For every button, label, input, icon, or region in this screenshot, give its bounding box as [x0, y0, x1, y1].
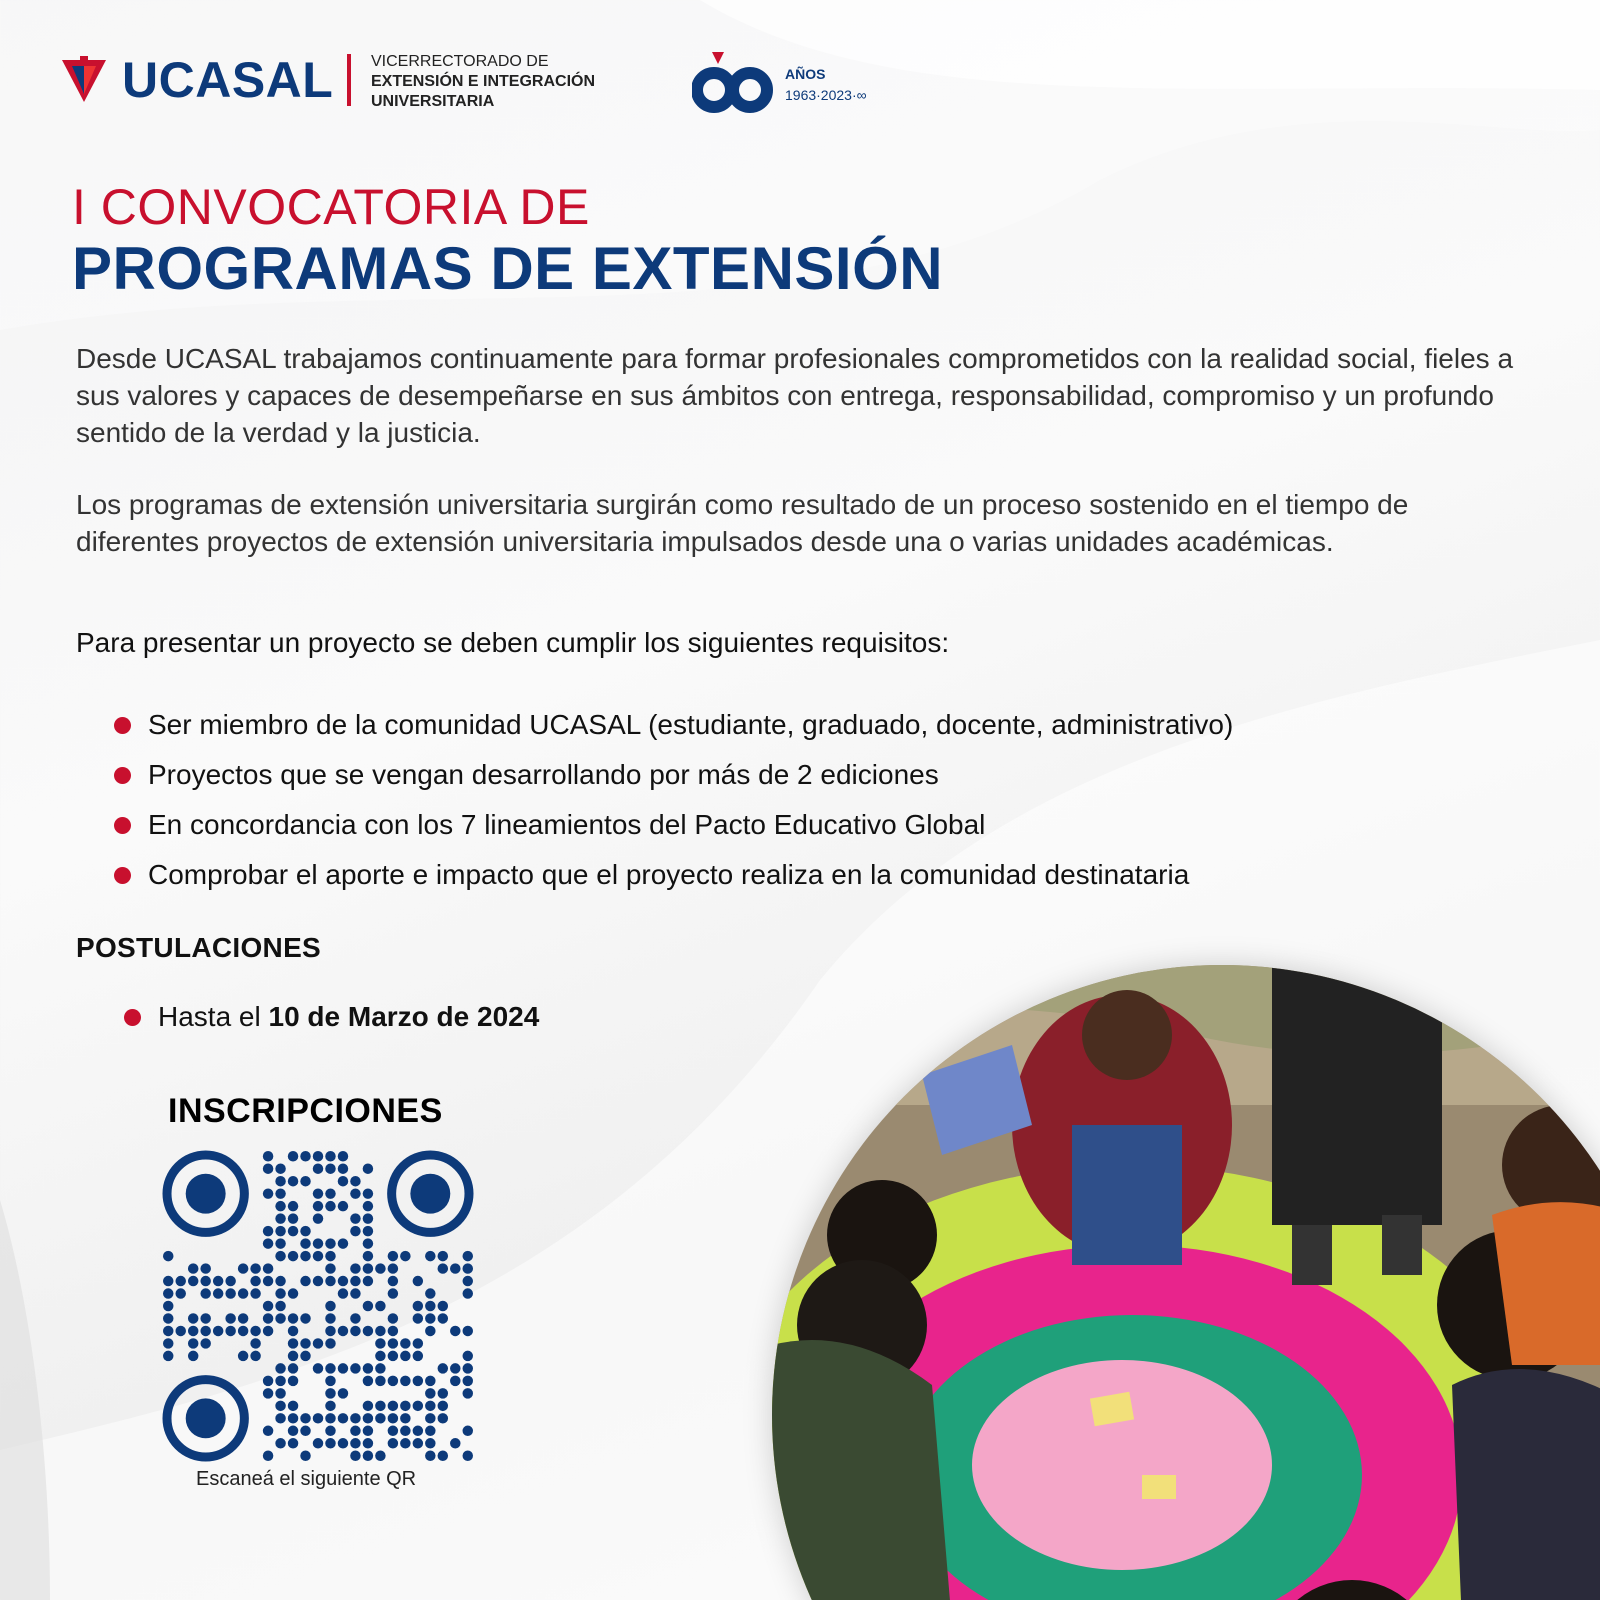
list-item: En concordancia con los 7 lineamientos del Pacto Educativo Global [114, 800, 1233, 850]
header [62, 50, 922, 120]
page-title: PROGRAMAS DE EXTENSIÓN [72, 235, 944, 302]
qr-finder-dot [410, 1174, 450, 1214]
vice-line-1: VICERRECTORADO DE [371, 53, 549, 70]
anniversary-years: 1963·2023·∞ [785, 87, 867, 103]
logo-text: UCASAL [122, 52, 334, 108]
deadline-date: 10 de Marzo de 2024 [268, 1001, 540, 1032]
vice-line-3: UNIVERSITARIA [371, 93, 495, 110]
header-divider [347, 54, 351, 106]
red-dot-icon [114, 817, 131, 834]
anniversary-badge [692, 50, 932, 114]
sixty-years-icon [692, 50, 782, 114]
list-item: Comprobar el aporte e impacto que el proyecto realiza en la comunidad destinataria [114, 850, 1233, 900]
inscripciones-title: INSCRIPCIONES [168, 1092, 443, 1130]
anniversary-label: AÑOS [785, 66, 826, 82]
ucasal-shield-icon [62, 56, 106, 104]
postulaciones-title: POSTULACIONES [76, 932, 322, 963]
qr-finder-dot [186, 1398, 226, 1438]
list-item: Proyectos que se vengan desarrollando por más de 2 ediciones [114, 750, 1233, 800]
red-dot-icon [124, 1009, 141, 1026]
red-dot-icon [114, 717, 131, 734]
qr-caption: Escaneá el siguiente QR [196, 1468, 417, 1490]
list-item: Ser miembro de la comunidad UCASAL (estudiante, graduado, docente, administrativo) [114, 700, 1233, 750]
postulaciones-deadline [124, 992, 539, 1042]
deadline-prefix: Hasta el [158, 1001, 269, 1032]
vicerrectorado-label [371, 52, 595, 112]
title-top: I CONVOCATORIA DE [72, 179, 590, 235]
intro-paragraph: Desde UCASAL trabajamos continuamente para formar profesionales comprometidos con la realidad social, fieles a sus valores y capaces de desempeñarse en sus ámbitos con entrega, responsabilidad, compromiso y un profundo sentido de la verdad y la justicia. [76, 343, 1514, 448]
qr-finder-dot [186, 1174, 226, 1214]
red-dot-icon [114, 867, 131, 884]
red-dot-icon [114, 767, 131, 784]
requirements-list [114, 700, 1233, 900]
qr-code[interactable] [162, 1150, 474, 1462]
programs-paragraph: Los programas de extensión universitaria surgirán como resultado de un proceso sostenido en el tiempo de diferentes proyectos de extensión universitaria impulsados desde una o varias unidades académicas. [76, 489, 1409, 557]
vice-line-2: EXTENSIÓN E INTEGRACIÓN [371, 73, 596, 90]
requirements-intro: Para presentar un proyecto se deben cumplir los siguientes requisitos: [76, 627, 950, 658]
